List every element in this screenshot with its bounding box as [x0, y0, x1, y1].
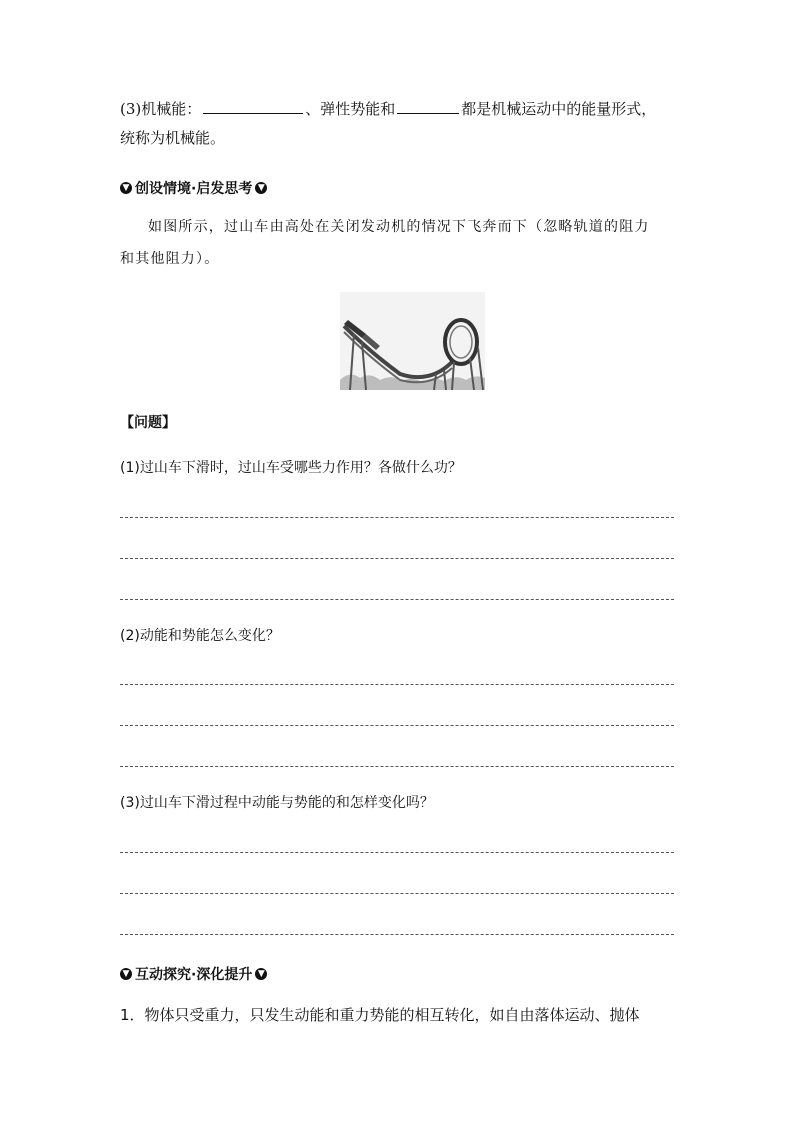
- answer-line[interactable]: [120, 684, 674, 685]
- questions-heading: 【问题】: [120, 415, 176, 431]
- answer-line[interactable]: [120, 852, 674, 853]
- mech-energy-line-2: 统称为机械能。: [120, 129, 226, 147]
- circle-down-arrow-icon: ▼: [120, 968, 132, 980]
- section-title-scenario: 创设情境·启发思考: [135, 181, 253, 197]
- answer-line[interactable]: [120, 893, 674, 894]
- question-1: (1)过山车下滑时，过山车受哪些力作用？各做什么功？: [120, 460, 462, 476]
- answer-blank-1[interactable]: [203, 98, 303, 114]
- scenario-line-1: 如图所示，过山车由高处在关闭发动机的情况下飞奔而下（忽略轨道的阻力: [148, 219, 650, 235]
- answer-line[interactable]: [120, 766, 674, 767]
- question-2: (2)动能和势能怎么变化？: [120, 628, 280, 644]
- section-header-scenario: [120, 178, 267, 198]
- question-3: (3)过山车下滑过程中动能与势能的和怎样变化吗？: [120, 795, 434, 811]
- mech-energy-tail: 都是机械运动中的能量形式，: [461, 100, 657, 118]
- section-header-explore: [120, 964, 267, 984]
- answer-line[interactable]: [120, 517, 674, 518]
- circle-down-arrow-icon: ▼: [255, 968, 267, 980]
- explore-point-1: 1．物体只受重力，只发生动能和重力势能的相互转化，如自由落体运动、抛体: [120, 1006, 640, 1024]
- answer-line[interactable]: [120, 934, 674, 935]
- roller-coaster-illustration: [340, 292, 485, 390]
- answer-blank-2[interactable]: [397, 98, 459, 114]
- scenario-line-2: 和其他阻力）。: [120, 251, 220, 267]
- answer-line[interactable]: [120, 558, 674, 559]
- answer-line[interactable]: [120, 725, 674, 726]
- answer-line[interactable]: [120, 599, 674, 600]
- mech-energy-label: (3)机械能：: [120, 100, 202, 118]
- circle-down-arrow-icon: ▼: [120, 182, 132, 194]
- section-title-explore: 互动探究·深化提升: [135, 967, 253, 983]
- roller-coaster-photo: [340, 292, 485, 390]
- circle-down-arrow-icon: ▼: [255, 182, 267, 194]
- mech-energy-mid: 、弹性势能和: [305, 100, 396, 118]
- mech-energy-line-1: [120, 98, 680, 120]
